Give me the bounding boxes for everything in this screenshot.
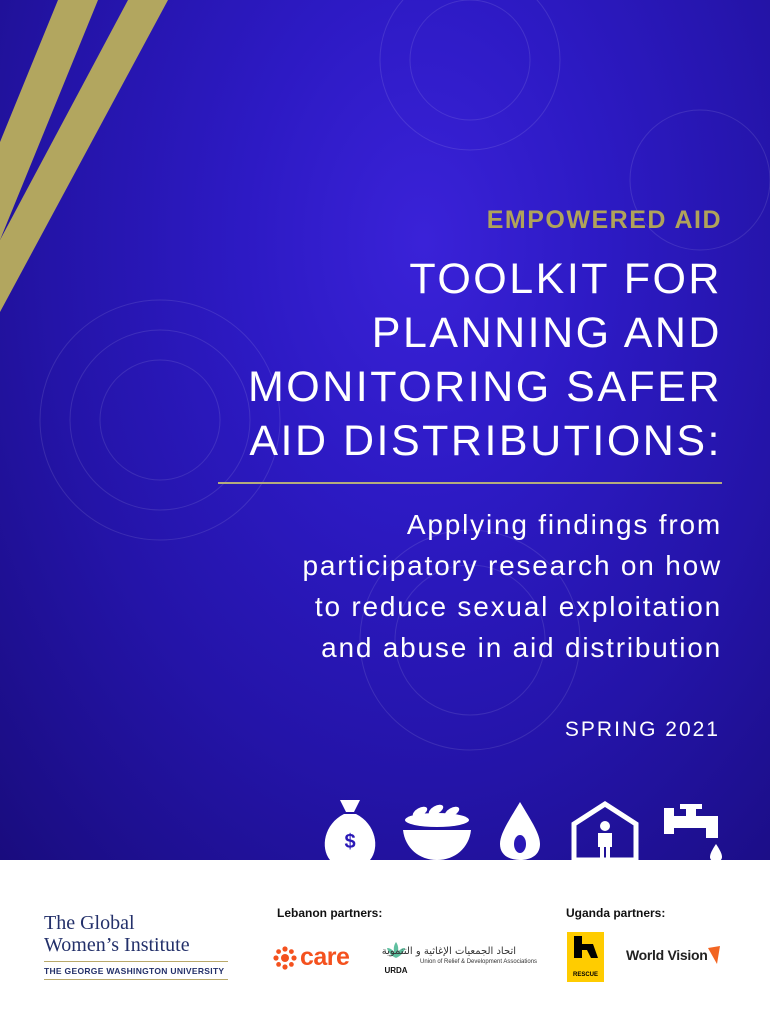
kicker: EMPOWERED AID — [486, 206, 722, 234]
water-tap-icon — [664, 804, 722, 860]
gwi-logo — [44, 912, 228, 980]
gwu-name: THE GEORGE WASHINGTON UNIVERSITY — [44, 961, 228, 980]
title-line: PLANNING AND — [371, 309, 722, 357]
gwi-name-line: Women’s Institute — [44, 934, 190, 956]
irc-figure-icon — [567, 932, 604, 962]
lebanon-partners-label: Lebanon partners: — [277, 906, 383, 920]
urda-wordmark: URDA — [384, 966, 408, 975]
money-bag-icon — [325, 800, 376, 860]
title-line: TOOLKIT FOR — [409, 255, 722, 303]
care-hands-icon — [273, 946, 297, 970]
subtitle-line: participatory research on how — [302, 550, 722, 581]
world-vision-star-icon — [707, 946, 721, 964]
water-drop-icon — [500, 802, 540, 860]
subtitle-line: and abuse in aid distribution — [321, 632, 722, 663]
aid-icons — [0, 790, 770, 860]
irc-wordmark: RESCUE — [572, 972, 598, 978]
urda-full-name — [381, 946, 538, 966]
subtitle-line: to reduce sexual exploitation — [314, 591, 722, 622]
urda-arabic-name: اتحاد الجمعيات الإغاثية و التنموية — [381, 946, 516, 957]
irc-logo — [567, 932, 604, 982]
world-vision-logo — [626, 946, 721, 964]
title-block — [162, 200, 722, 468]
partner-footer — [0, 860, 770, 1024]
gwi-name-line: The Global — [44, 912, 135, 934]
divider — [218, 482, 722, 484]
care-wordmark: care — [300, 943, 350, 971]
subtitle — [202, 504, 722, 668]
svg-text:$: $ — [344, 831, 356, 853]
page-title — [162, 252, 722, 468]
uganda-partners-label: Uganda partners: — [566, 906, 666, 920]
subtitle-line: Applying findings from — [406, 509, 722, 540]
care-logo — [273, 943, 349, 972]
publication-date: SPRING 2021 — [564, 718, 720, 741]
world-vision-wordmark: World Vision — [626, 947, 708, 963]
shelter-icon — [574, 804, 636, 860]
title-line: MONITORING SAFER — [247, 363, 722, 411]
urda-english-name: Union of Relief & Development Associations — [420, 959, 538, 965]
title-line: AID DISTRIBUTIONS: — [249, 417, 722, 465]
food-bowl-icon — [403, 803, 471, 860]
